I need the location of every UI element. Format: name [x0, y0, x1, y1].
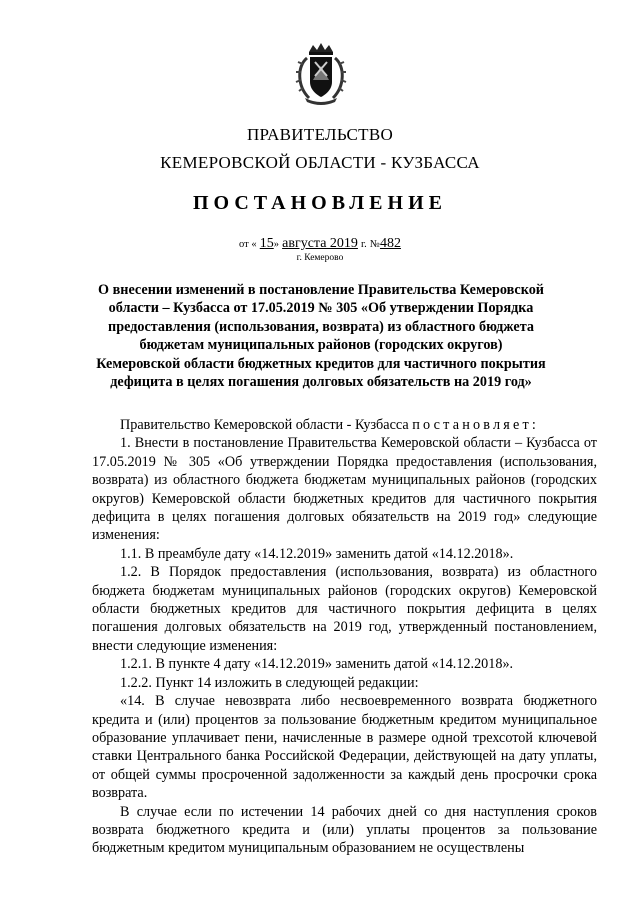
date-day: 15 [259, 236, 274, 251]
document-type-heading: ПОСТАНОВЛЕНИЕ [193, 192, 447, 214]
document-body [92, 416, 597, 858]
intro-paragraph [92, 416, 597, 434]
intro-prefix: Правительство Кемеровской области - Кузбасса [120, 417, 413, 433]
date-year-suffix: г. [361, 239, 367, 250]
coat-of-arms-icon [293, 42, 349, 106]
date-month-year: августа 2019 [282, 236, 358, 251]
paragraph-1-2: 1.2. В Порядок предоставления (использования, возврата) из областного бюджета бюджетам муниципальных районов (городских округов) Кемеровской области бюджетных кредитов для частичного покрытия дефицита в целях погашения долговых обязательств на 2019 год, утвержденный постановлением, внести следующие изменения: [92, 564, 597, 654]
paragraph-14: «14. В случае невозврата либо несвоевременного возврата бюджетного кредита и (или) процентов за пользование бюджетным кредитом муниципальное образование уплачивает пени, начисленные в размере одной трехсотой ключевой ставки Центрального банка Российской Федерации, действующей на дату уплаты, от общей суммы просроченной задолженности за каждый день просрочки срока возврата. [92, 693, 597, 802]
paragraph-1-2-2: 1.2.2. Пункт 14 изложить в следующей редакции: [120, 674, 419, 691]
intro-resolves: постановляет: [412, 417, 540, 433]
document-number: 482 [379, 236, 401, 251]
paragraph-14-continued: В случае если по истечении 14 рабочих дней со дня наступления сроков возврата бюджетного кредита и (или) уплаты процентов за пользование бюджетным кредитом муниципальным образованием не осуществлены [92, 803, 597, 857]
org-name-line2: КЕМЕРОВСКОЙ ОБЛАСТИ - КУЗБАССА [160, 153, 480, 172]
number-label: № [369, 239, 380, 250]
org-name-line1: ПРАВИТЕЛЬСТВО [246, 125, 394, 144]
date-number-line [0, 236, 640, 252]
date-from-label: от « [239, 239, 257, 250]
city-label: г. Кемерово [296, 253, 344, 263]
paragraph-1-1: 1.1. В преамбуле дату «14.12.2019» заменить датой «14.12.2018». [120, 545, 514, 562]
paragraph-1: 1. Внести в постановление Правительства Кемеровской области – Кузбасса от 17.05.2019 № 305 «Об утверждении Порядка предоставления (использования, возврата) из областного бюджета бюджетам муниципальных районов (городских округов) Кемеровской области бюджетных кредитов для частичного покрытия дефицита в целях погашения долговых обязательств на 2019 год» следующие изменения: [92, 435, 597, 544]
date-close-quote: » [273, 239, 279, 250]
paragraph-1-2-1: 1.2.1. В пункте 4 дату «14.12.2019» заменить датой «14.12.2018». [120, 656, 514, 673]
document-title: О внесении изменений в постановление Правительства Кемеровской области – Кузбасса от 17.05.2019 № 305 «Об утверждении Порядка предоставления (использования, возврата) из областного бюджета бюджетам муниципальных районов (городских округов) Кемеровской области бюджетных кредитов для частичного покрытия дефицита в целях погашения долговых обязательств на 2019 год» [96, 282, 546, 391]
